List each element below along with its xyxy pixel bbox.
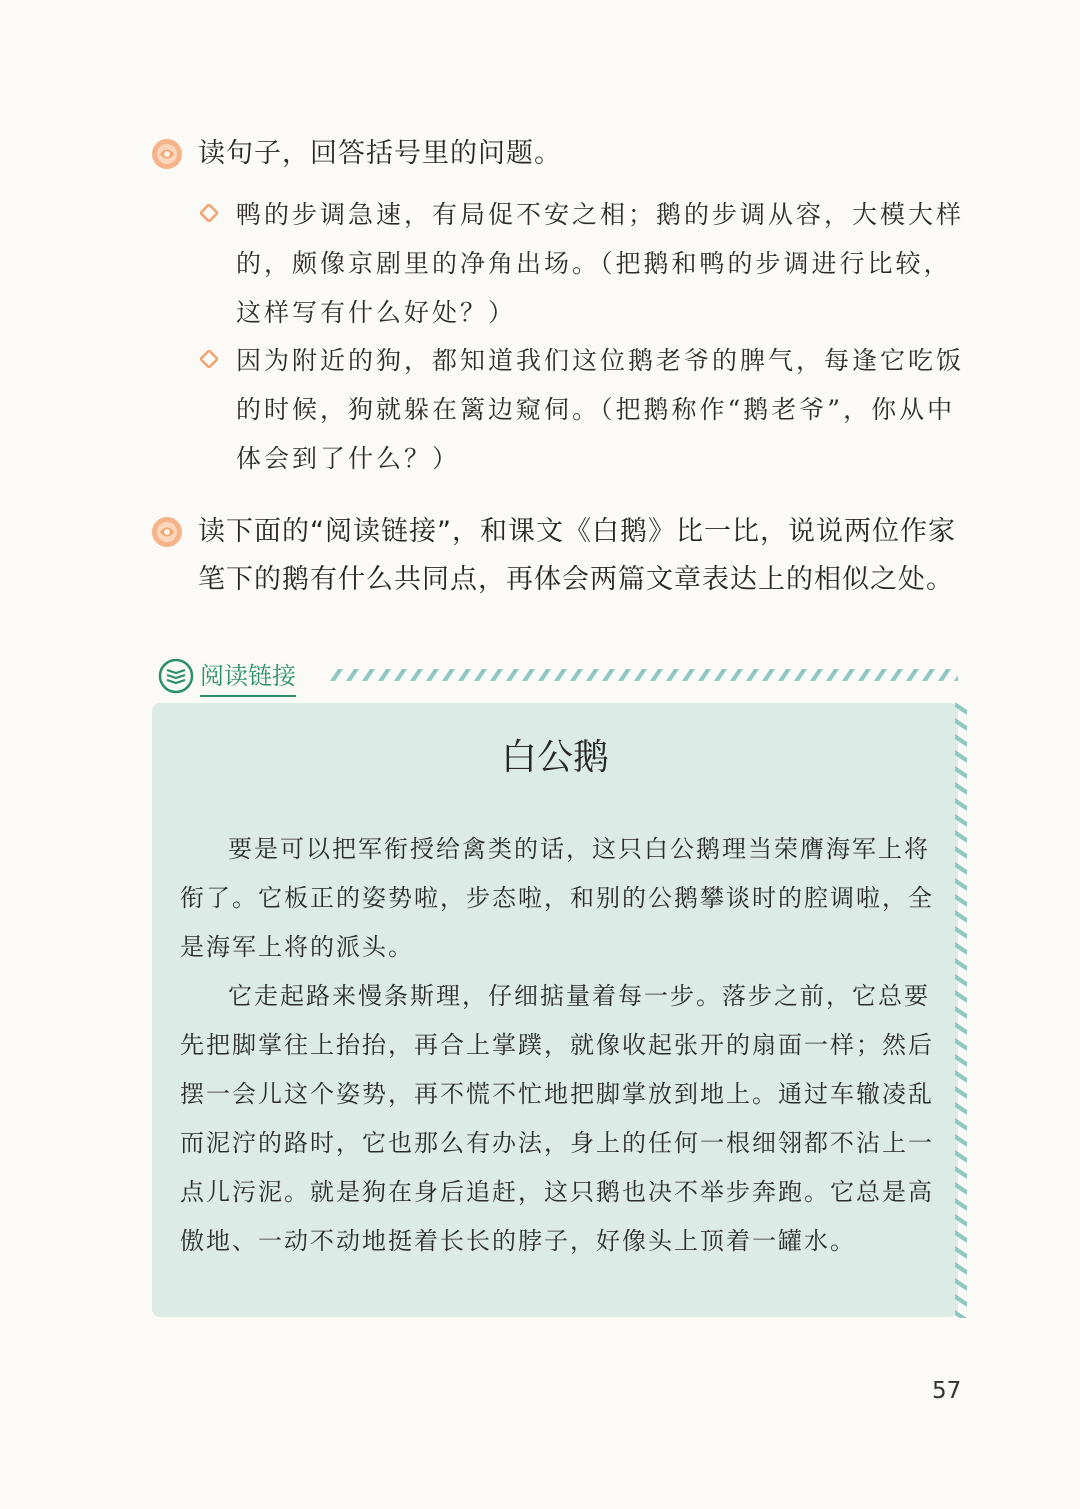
- question-1: [150, 130, 980, 178]
- sub-question-1: [200, 190, 970, 337]
- reading-link-header: [158, 656, 958, 700]
- question-1-text: 读句子，回答括号里的问题。: [198, 138, 562, 169]
- flower-bullet-icon: [150, 515, 184, 549]
- sub-question-1-text: 鸭的步调急速，有局促不安之相；鹅的步调从容，大模大样的，颇像京剧里的净角出场。（把鹅和鸭的步调进行比较，这样写有什么好处？）: [236, 200, 965, 327]
- dashed-border-right: [955, 700, 967, 1318]
- reading-link-label: 阅读链接: [200, 658, 296, 697]
- diamond-bullet-icon: [200, 204, 218, 222]
- reading-paragraph-2: 它走起路来慢条斯理，仔细掂量着每一步。落步之前，它总要先把脚掌往上抬抬，再合上掌蹼，就像收起张开的扇面一样；然后摆一会儿这个姿势，再不慌不忙地把脚掌放到地上。通过车辙凌乱而泥泞的路时，它也那么有办法，身上的任何一根细翎都不沾上一点儿污泥。就是狗在身后追赶，这只鹅也决不举步奔跑。它总是高傲地、一动不动地挺着长长的脖子，好像头上顶着一罐水。: [180, 982, 934, 1255]
- page-number: 57: [932, 1378, 962, 1404]
- reading-link-box: [152, 703, 958, 1317]
- book-icon: [158, 658, 194, 694]
- diamond-bullet-icon: [200, 350, 218, 368]
- sub-question-2: [200, 336, 970, 483]
- reading-body: [180, 825, 934, 1266]
- question-2: [150, 508, 980, 604]
- flower-bullet-icon: [150, 137, 184, 171]
- question-2-text: 读下面的“阅读链接”，和课文《白鹅》比一比，说说两位作家笔下的鹅有什么共同点，再体会两篇文章表达上的相似之处。: [198, 516, 956, 595]
- reading-paragraph-1: 要是可以把军衔授给禽类的话，这只白公鹅理当荣膺海军上将衔了。它板正的姿势啦，步态啦，和别的公鹅攀谈时的腔调啦，全是海军上将的派头。: [180, 835, 934, 961]
- reading-title: 白公鹅: [500, 737, 609, 778]
- dashed-border-top: [328, 669, 958, 681]
- sub-question-2-text: 因为附近的狗，都知道我们这位鹅老爷的脾气，每逢它吃饭的时候，狗就躲在篱边窥伺。（把鹅称作“鹅老爷”，你从中体会到了什么？）: [236, 346, 965, 473]
